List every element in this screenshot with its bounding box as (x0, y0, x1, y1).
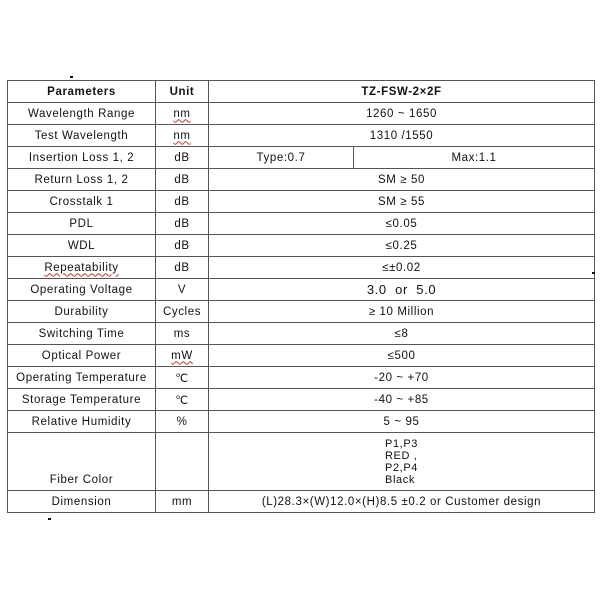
param-text: Repeatability (44, 261, 119, 274)
table-row (8, 345, 595, 367)
value-cell (209, 433, 595, 491)
table-row (8, 411, 595, 433)
unit-cell (156, 433, 209, 491)
value-cell: 5 ~ 95 (209, 411, 595, 433)
corner-mark (592, 272, 595, 274)
table-row (8, 213, 595, 235)
param-cell: Operating Voltage (8, 279, 156, 301)
unit-cell: ms (156, 323, 209, 345)
param-cell: WDL (8, 235, 156, 257)
unit-cell: Cycles (156, 301, 209, 323)
param-cell: Wavelength Range (8, 103, 156, 125)
value-cell: -20 ~ +70 (209, 367, 595, 389)
param-cell: Test Wavelength (8, 125, 156, 147)
fiber-line: RED , (385, 449, 418, 462)
table-row (8, 147, 595, 169)
param-cell: Dimension (8, 491, 156, 513)
header-row (8, 81, 595, 103)
param-cell: PDL (8, 213, 156, 235)
table-row (8, 169, 595, 191)
table-row (8, 257, 595, 279)
table-row (8, 301, 595, 323)
param-cell: Switching Time (8, 323, 156, 345)
table-row (8, 103, 595, 125)
value-cell: 1310 /1550 (209, 125, 595, 147)
unit-text: mW (171, 349, 193, 362)
unit-cell (156, 345, 209, 367)
unit-cell: dB (156, 213, 209, 235)
max-value-cell: Max:1.1 (354, 147, 595, 169)
value-cell: 1260 ~ 1650 (209, 103, 595, 125)
unit-cell: ℃ (156, 367, 209, 389)
param-cell: Insertion Loss 1, 2 (8, 147, 156, 169)
fiber-line: P1,P3 (385, 437, 418, 450)
value-cell: -40 ~ +85 (209, 389, 595, 411)
unit-cell: dB (156, 191, 209, 213)
table-row (8, 389, 595, 411)
param-cell (8, 257, 156, 279)
typ-value-cell: Type:0.7 (209, 147, 354, 169)
unit-cell (156, 103, 209, 125)
value-cell: SM ≥ 55 (209, 191, 595, 213)
unit-cell: dB (156, 257, 209, 279)
table-row (8, 491, 595, 513)
unit-cell: dB (156, 147, 209, 169)
fiber-line: Black (385, 473, 415, 486)
unit-text: nm (173, 129, 191, 142)
param-cell: Operating Temperature (8, 367, 156, 389)
corner-mark (70, 76, 73, 78)
param-cell: Relative Humidity (8, 411, 156, 433)
value-cell: (L)28.3×(W)12.0×(H)8.5 ±0.2 or Customer design (209, 491, 595, 513)
table-row (8, 279, 595, 301)
spec-table (7, 80, 595, 513)
value-cell: ≤8 (209, 323, 595, 345)
value-cell: ≤0.25 (209, 235, 595, 257)
unit-cell: ℃ (156, 389, 209, 411)
fiber-line: P2,P4 (385, 461, 418, 474)
unit-cell: mm (156, 491, 209, 513)
value-cell: ≥ 10 Million (209, 301, 595, 323)
header-model: TZ-FSW-2×2F (209, 81, 595, 103)
header-unit: Unit (156, 81, 209, 103)
param-cell: Optical Power (8, 345, 156, 367)
table-row (8, 367, 595, 389)
header-parameters: Parameters (8, 81, 156, 103)
unit-text: nm (173, 107, 191, 120)
table-row (8, 125, 595, 147)
fiber-color-lines (385, 438, 418, 486)
corner-mark (48, 518, 51, 520)
param-cell: Durability (8, 301, 156, 323)
param-cell: Fiber Color (8, 433, 156, 491)
param-cell: Return Loss 1, 2 (8, 169, 156, 191)
unit-cell (156, 125, 209, 147)
value-cell: SM ≥ 50 (209, 169, 595, 191)
value-cell: ≤0.05 (209, 213, 595, 235)
table-row (8, 191, 595, 213)
value-cell: ≤±0.02 (209, 257, 595, 279)
unit-cell: % (156, 411, 209, 433)
table-row (8, 433, 595, 491)
param-cell: Crosstalk 1 (8, 191, 156, 213)
param-cell: Storage Temperature (8, 389, 156, 411)
table-row (8, 323, 595, 345)
value-cell: 3.0 or 5.0 (209, 279, 595, 301)
unit-cell: V (156, 279, 209, 301)
unit-cell: dB (156, 169, 209, 191)
table-row (8, 235, 595, 257)
unit-cell: dB (156, 235, 209, 257)
value-cell: ≤500 (209, 345, 595, 367)
